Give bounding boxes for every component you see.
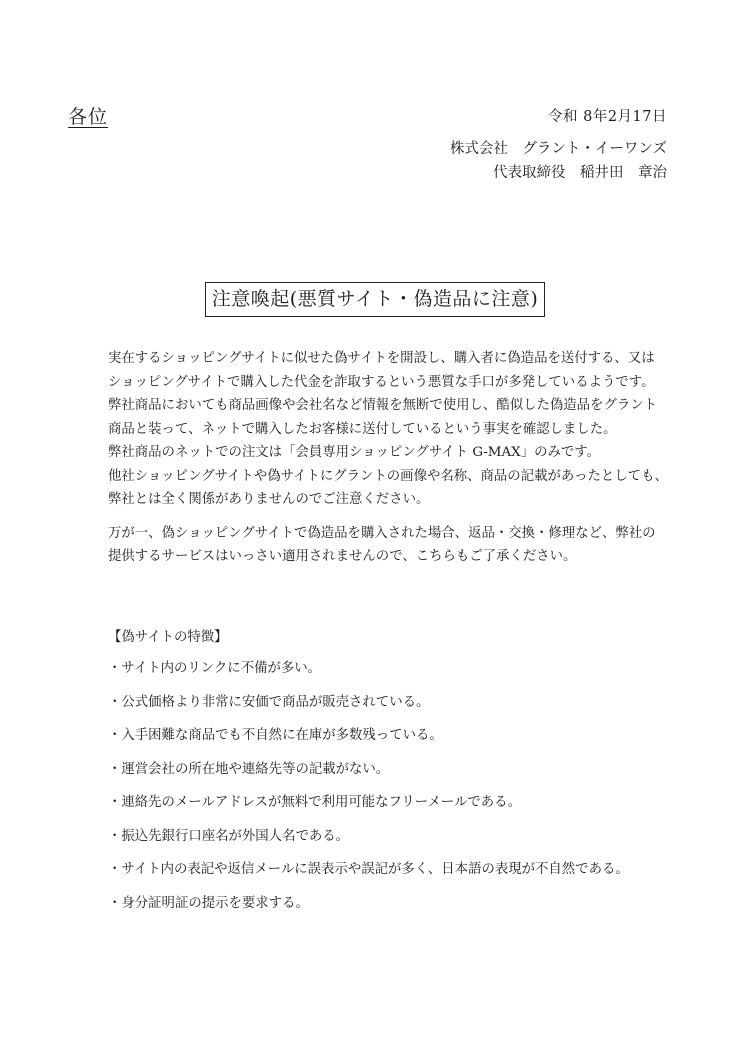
feature-item: ・運営会社の所在地や連絡先等の記載がない。 [108,761,390,777]
notice-body [108,347,698,569]
body-line: 弊社商品においても商品画像や会社名など情報を無断で使用し、酷似した偽造品をグラント [108,398,658,413]
body-line: 弊社商品のネットでの注文は「会員専用ショッピングサイト G-MAX」のみです。 [108,445,600,460]
body-line: 提供するサービスはいっさい適用されませんので、こちらもご了承ください。 [108,549,577,564]
company-name: 株式会社 グラント・イーワンズ [449,141,667,157]
feature-item: ・連絡先のメールアドレスが無料で利用可能なフリーメールである。 [108,795,521,810]
body-line: 万が一、偽ショッピングサイトで偽造品を購入された場合、返品・交換・修理など、弊社の [108,525,656,541]
paragraph-gap [108,512,698,522]
paragraph-2 [108,522,698,569]
features-list [108,659,698,927]
body-line: 弊社とは全く関係がありませんのでご注意ください。 [108,492,430,507]
fake-site-features [108,626,698,927]
sender-block [450,137,667,185]
feature-item: ・身分証明証の提示を要求する。 [108,895,309,911]
body-line: 商品と装って、ネットで購入したお客様に送付しているという事実を確認しました。 [108,421,617,437]
feature-item: ・サイト内のリンクに不備が多い。 [108,661,322,676]
feature-item: ・サイト内の表記や返信メールに誤表示や誤記が多く、日本語の表現が不自然である。 [108,862,629,877]
representative-name: 代表取締役 稲井田 章治 [493,165,667,181]
addressee: 各位 [68,106,109,128]
feature-item: ・公式価格より非常に安価で商品が販売されている。 [108,694,430,710]
feature-item: ・入手困難な商品でも不自然に在庫が多数残っている。 [108,728,443,743]
feature-item: ・振込先銀行口座名が外国人名である。 [108,828,350,844]
title-container [0,282,750,317]
body-line: 他社ショッピングサイトや偽サイトにグラントの画像や名称、商品の記載があったとしても、 [108,468,668,484]
issue-date: 令和 8年2月17日 [547,109,667,125]
paragraph-1 [108,347,698,512]
body-line: ショッピングサイトで購入した代金を詐取するという悪質な手口が多発しているようです。 [108,374,655,390]
notice-title: 注意喚起(悪質サイト・偽造品に注意) [205,282,546,317]
body-line: 実在するショッピングサイトに似せた偽サイトを開設し、購入者に偽造品を送付する、又は [108,351,655,366]
features-heading: 【偽サイトの特徴】 [108,630,228,645]
